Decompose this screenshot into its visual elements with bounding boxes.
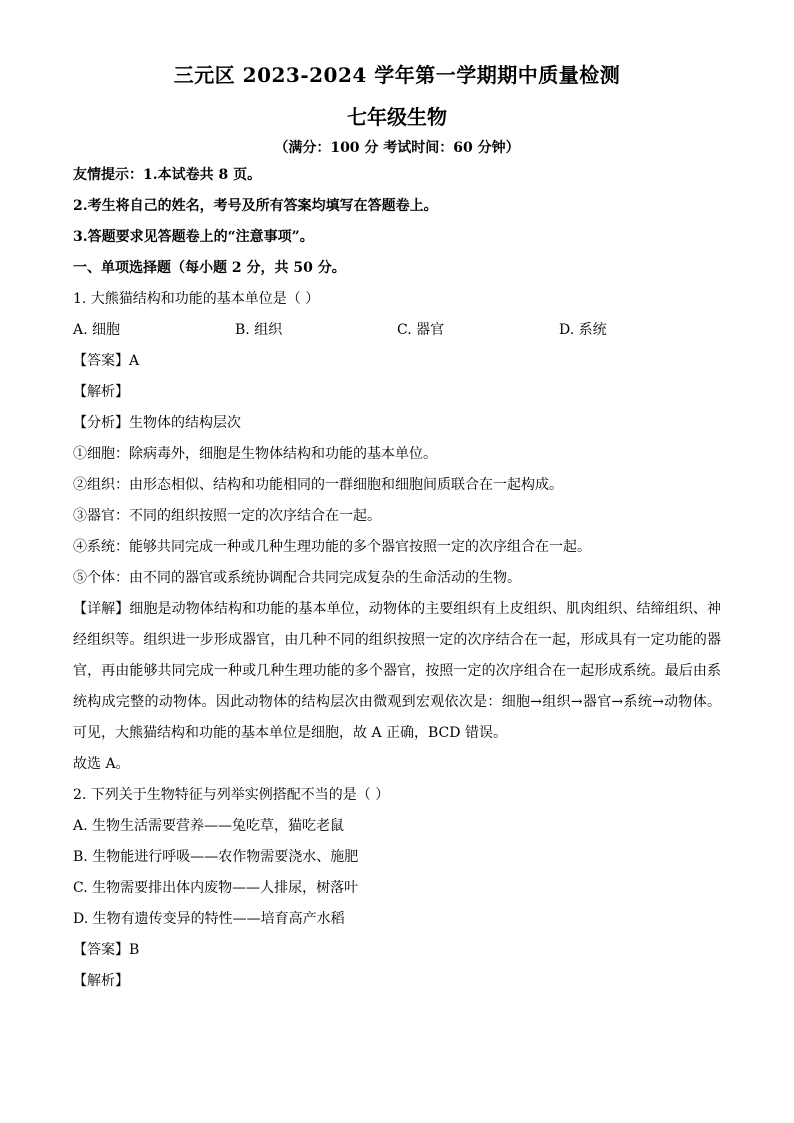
question-2-stem: 2. 下列关于生物特征与列举实例搭配不当的是（ ） bbox=[73, 787, 390, 803]
question-1-conclusion: 故选 A。 bbox=[73, 756, 130, 772]
question-2-answer: 【答案】B bbox=[73, 942, 140, 958]
point-tissue: ②组织：由形态相似、结构和功能相同的一群细胞和细胞间质联合在一起构成。 bbox=[73, 477, 563, 493]
question-1-analysis-label: 【解析】 bbox=[73, 384, 129, 400]
question-1-options bbox=[73, 321, 721, 352]
question-1-detail: 【详解】细胞是动物体结构和功能的基本单位，动物体的主要组织有上皮组织、肌肉组织、结缔组织、神经组织等。组织进一步形成器官，由几种不同的组织按照一定的次序结合在一起，形成具有一定功能的器官，再由能够共同完成一种或几种生理功能的多个器官，按照一定的次序组合在一起形成系统。最后由系统构成完整的动物体。因此动物体的结构层次由微观到宏观依次是：细胞→组织→器官→系统→动物体。可见，大熊猫结构和功能的基本单位是细胞，故 A 正确，BCD 错误。 bbox=[73, 601, 721, 741]
note-1: 友情提示：1.本试卷共 8 页。 bbox=[73, 167, 262, 183]
question-2-option-d: D. 生物有遗传变异的特性——培育高产水稻 bbox=[73, 911, 345, 927]
question-2-option-a: A. 生物生活需要营养——兔吃草，猫吃老鼠 bbox=[73, 818, 345, 834]
page-subtitle: 七年级生物 bbox=[347, 105, 447, 129]
option-a: A. 细胞 bbox=[73, 322, 121, 338]
point-cell: ①细胞：除病毒外，细胞是生物体结构和功能的基本单位。 bbox=[73, 446, 437, 462]
question-1-answer: 【答案】A bbox=[73, 353, 140, 369]
question-2-analysis-label: 【解析】 bbox=[73, 973, 129, 989]
question-2-option-c: C. 生物需要排出体内废物——人排尿，树落叶 bbox=[73, 880, 359, 896]
question-2-option-b: B. 生物能进行呼吸——农作物需要浇水、施肥 bbox=[73, 849, 359, 865]
question-1-fenxi: 【分析】生物体的结构层次 bbox=[73, 415, 241, 431]
section-heading: 一、单项选择题（每小题 2 分，共 50 分。 bbox=[73, 260, 346, 276]
page-title: 三元区 2023-2024 学年第一学期期中质量检测 bbox=[173, 63, 621, 87]
point-system: ④系统：能够共同完成一种或几种生理功能的多个器官按照一定的次序组合在一起。 bbox=[73, 539, 591, 555]
note-2: 2.考生将自己的姓名，考号及所有答案均填写在答题卷上。 bbox=[73, 198, 438, 214]
exam-meta: （满分：100 分 考试时间：60 分钟） bbox=[274, 140, 520, 156]
point-organ: ③器官：不同的组织按照一定的次序结合在一起。 bbox=[73, 508, 381, 524]
question-1-stem: 1. 大熊猫结构和功能的基本单位是（ ） bbox=[73, 291, 320, 307]
point-individual: ⑤个体：由不同的器官或系统协调配合共同完成复杂的生命活动的生物。 bbox=[73, 570, 521, 586]
option-b: B. 组织 bbox=[235, 322, 283, 338]
option-d: D. 系统 bbox=[559, 322, 607, 338]
option-c: C. 器官 bbox=[397, 322, 445, 338]
note-3: 3.答题要求见答题卷上的“注意事项”。 bbox=[73, 229, 314, 245]
